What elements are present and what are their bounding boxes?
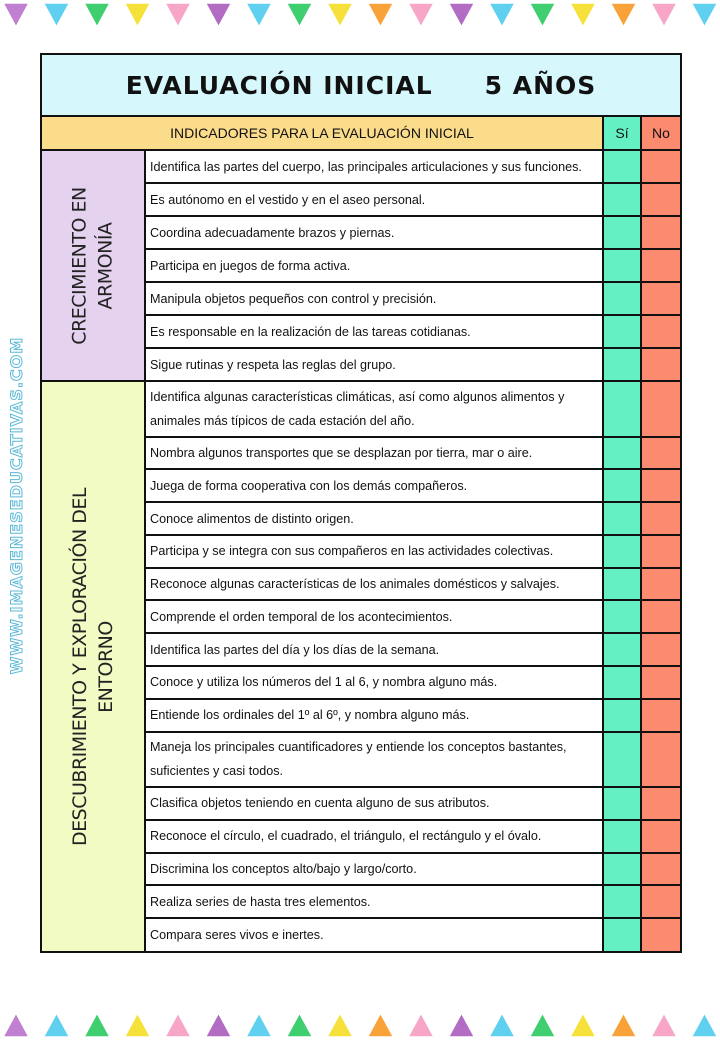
triangle-icon xyxy=(692,3,718,27)
triangle-border-icon xyxy=(0,1010,720,1040)
triangle-icon xyxy=(125,3,151,27)
yes-cell[interactable] xyxy=(604,250,642,281)
table-row xyxy=(146,217,680,250)
indicator-text: Participa en juegos de forma activa. xyxy=(146,250,604,281)
triangle-icon xyxy=(611,3,637,27)
table-row xyxy=(146,788,680,821)
indicator-text: Identifica algunas características climáticas, así como algunos alimentos y animales más típicos de cada estación del año. xyxy=(146,382,604,436)
top-triangle-garland xyxy=(0,0,720,30)
page-title: EVALUACIÓN INICIAL xyxy=(125,70,433,100)
triangle-icon xyxy=(327,1013,353,1037)
no-cell[interactable] xyxy=(642,733,680,787)
yes-cell[interactable] xyxy=(604,382,642,436)
no-cell[interactable] xyxy=(642,184,680,215)
indicator-text: Reconoce el círculo, el cuadrado, el triángulo, el rectángulo y el óvalo. xyxy=(146,821,604,852)
triangle-icon xyxy=(287,3,313,27)
indicator-text: Juega de forma cooperativa con los demás compañeros. xyxy=(146,470,604,501)
section-label xyxy=(42,151,146,380)
triangle-icon xyxy=(449,3,475,27)
yes-cell[interactable] xyxy=(604,536,642,567)
triangle-icon xyxy=(570,3,596,27)
indicator-text: Nombra algunos transportes que se desplazan por tierra, mar o aire. xyxy=(146,438,604,469)
no-cell[interactable] xyxy=(642,316,680,347)
yes-cell[interactable] xyxy=(604,788,642,819)
indicator-text: Participa y se integra con sus compañeros en las actividades colectivas. xyxy=(146,536,604,567)
triangle-icon xyxy=(408,3,434,27)
triangle-icon xyxy=(287,1013,313,1037)
table-row xyxy=(146,700,680,733)
yes-cell[interactable] xyxy=(604,601,642,632)
table-row xyxy=(146,316,680,349)
table-row xyxy=(146,283,680,316)
section-label xyxy=(42,382,146,951)
yes-cell[interactable] xyxy=(604,349,642,380)
triangle-icon xyxy=(611,1013,637,1037)
no-cell[interactable] xyxy=(642,886,680,917)
yes-cell[interactable] xyxy=(604,184,642,215)
section-label-line1: CRECIMIENTO EN xyxy=(69,186,92,345)
triangle-icon xyxy=(3,3,29,27)
no-cell[interactable] xyxy=(642,667,680,698)
section-descubrimiento xyxy=(42,382,680,951)
table-row xyxy=(146,503,680,536)
table-row xyxy=(146,569,680,602)
triangle-icon xyxy=(3,1013,29,1037)
triangle-icon xyxy=(327,3,353,27)
header-no: No xyxy=(642,117,680,149)
table-row xyxy=(146,919,680,951)
indicator-text: Conoce y utiliza los números del 1 al 6, y nombra alguno más. xyxy=(146,667,604,698)
title-bar xyxy=(42,55,680,117)
triangle-icon xyxy=(44,1013,70,1037)
yes-cell[interactable] xyxy=(604,217,642,248)
yes-cell[interactable] xyxy=(604,569,642,600)
no-cell[interactable] xyxy=(642,349,680,380)
triangle-icon xyxy=(489,3,515,27)
table-row xyxy=(146,151,680,184)
yes-cell[interactable] xyxy=(604,503,642,534)
yes-cell[interactable] xyxy=(604,821,642,852)
yes-cell[interactable] xyxy=(604,700,642,731)
table-row xyxy=(146,536,680,569)
yes-cell[interactable] xyxy=(604,316,642,347)
triangle-icon xyxy=(206,3,232,27)
triangle-icon xyxy=(125,1013,151,1037)
section-label-line2: ARMONÍA xyxy=(95,222,118,309)
indicator-text: Reconoce algunas características de los animales domésticos y salvajes. xyxy=(146,569,604,600)
indicator-text: Compara seres vivos e inertes. xyxy=(146,919,604,951)
indicator-text: Comprende el orden temporal de los acontecimientos. xyxy=(146,601,604,632)
indicator-text: Maneja los principales cuantificadores y entiende los conceptos bastantes, suficientes y casi todos. xyxy=(146,733,604,787)
triangle-icon xyxy=(489,1013,515,1037)
table-row xyxy=(146,854,680,887)
indicator-text: Manipula objetos pequeños con control y precisión. xyxy=(146,283,604,314)
yes-cell[interactable] xyxy=(604,667,642,698)
indicator-text: Coordina adecuadamente brazos y piernas. xyxy=(146,217,604,248)
no-cell[interactable] xyxy=(642,250,680,281)
indicator-text: Clasifica objetos teniendo en cuenta alguno de sus atributos. xyxy=(146,788,604,819)
yes-cell[interactable] xyxy=(604,151,642,182)
table-row xyxy=(146,250,680,283)
triangle-icon xyxy=(368,3,394,27)
indicator-text: Entiende los ordinales del 1º al 6º, y nombra alguno más. xyxy=(146,700,604,731)
indicator-text: Es responsable en la realización de las tareas cotidianas. xyxy=(146,316,604,347)
indicator-text: Conoce alimentos de distinto origen. xyxy=(146,503,604,534)
table-header xyxy=(42,117,680,151)
section-label-line1: DESCUBRIMIENTO Y EXPLORACIÓN DEL xyxy=(69,487,91,846)
no-cell[interactable] xyxy=(642,382,680,436)
triangle-icon xyxy=(84,1013,110,1037)
triangle-icon xyxy=(206,1013,232,1037)
triangle-icon xyxy=(651,3,677,27)
table-row xyxy=(146,733,680,789)
no-cell[interactable] xyxy=(642,503,680,534)
triangle-icon xyxy=(530,1013,556,1037)
indicator-text: Identifica las partes del día y los días de la semana. xyxy=(146,634,604,665)
header-indicators: INDICADORES PARA LA EVALUACIÓN INICIAL xyxy=(42,117,604,149)
triangle-icon xyxy=(530,3,556,27)
table-row xyxy=(146,438,680,471)
yes-cell[interactable] xyxy=(604,634,642,665)
triangle-icon xyxy=(44,3,70,27)
triangle-icon xyxy=(84,3,110,27)
table-row xyxy=(146,349,680,380)
triangle-border-icon xyxy=(0,0,720,30)
triangle-icon xyxy=(408,1013,434,1037)
triangle-icon xyxy=(651,1013,677,1037)
table-row xyxy=(146,634,680,667)
no-cell[interactable] xyxy=(642,536,680,567)
no-cell[interactable] xyxy=(642,151,680,182)
no-cell[interactable] xyxy=(642,601,680,632)
no-cell[interactable] xyxy=(642,854,680,885)
watermark xyxy=(6,336,28,674)
triangle-icon xyxy=(165,3,191,27)
watermark-text: WWW.IMAGENESEDUCATIVAS.COM xyxy=(7,336,27,674)
table-row xyxy=(146,667,680,700)
evaluation-sheet xyxy=(40,53,682,953)
section-crecimiento xyxy=(42,151,680,382)
yes-cell[interactable] xyxy=(604,919,642,951)
indicator-text: Identifica las partes del cuerpo, las principales articulaciones y sus funciones. xyxy=(146,151,604,182)
triangle-icon xyxy=(368,1013,394,1037)
no-cell[interactable] xyxy=(642,438,680,469)
yes-cell[interactable] xyxy=(604,886,642,917)
indicator-text: Discrimina los conceptos alto/bajo y largo/corto. xyxy=(146,854,604,885)
item-list xyxy=(146,382,680,951)
no-cell[interactable] xyxy=(642,788,680,819)
yes-cell[interactable] xyxy=(604,733,642,787)
table-row xyxy=(146,470,680,503)
table-row xyxy=(146,821,680,854)
yes-cell[interactable] xyxy=(604,854,642,885)
no-cell[interactable] xyxy=(642,919,680,951)
yes-cell[interactable] xyxy=(604,470,642,501)
triangle-icon xyxy=(449,1013,475,1037)
no-cell[interactable] xyxy=(642,569,680,600)
triangle-icon xyxy=(570,1013,596,1037)
no-cell[interactable] xyxy=(642,470,680,501)
no-cell[interactable] xyxy=(642,634,680,665)
triangle-icon xyxy=(246,1013,272,1037)
table-row xyxy=(146,382,680,438)
yes-cell[interactable] xyxy=(604,283,642,314)
no-cell[interactable] xyxy=(642,283,680,314)
indicator-text: Sigue rutinas y respeta las reglas del grupo. xyxy=(146,349,604,380)
indicator-text: Es autónomo en el vestido y en el aseo personal. xyxy=(146,184,604,215)
no-cell[interactable] xyxy=(642,217,680,248)
bottom-triangle-garland xyxy=(0,1010,720,1040)
table-row xyxy=(146,184,680,217)
item-list xyxy=(146,151,680,380)
no-cell[interactable] xyxy=(642,821,680,852)
triangle-icon xyxy=(246,3,272,27)
table-row xyxy=(146,886,680,919)
triangle-icon xyxy=(692,1013,718,1037)
age-label: 5 AÑOS xyxy=(484,70,597,100)
header-yes: Sí xyxy=(604,117,642,149)
no-cell[interactable] xyxy=(642,700,680,731)
yes-cell[interactable] xyxy=(604,438,642,469)
indicator-text: Realiza series de hasta tres elementos. xyxy=(146,886,604,917)
section-label-line2: ENTORNO xyxy=(95,620,117,713)
table-row xyxy=(146,601,680,634)
triangle-icon xyxy=(165,1013,191,1037)
